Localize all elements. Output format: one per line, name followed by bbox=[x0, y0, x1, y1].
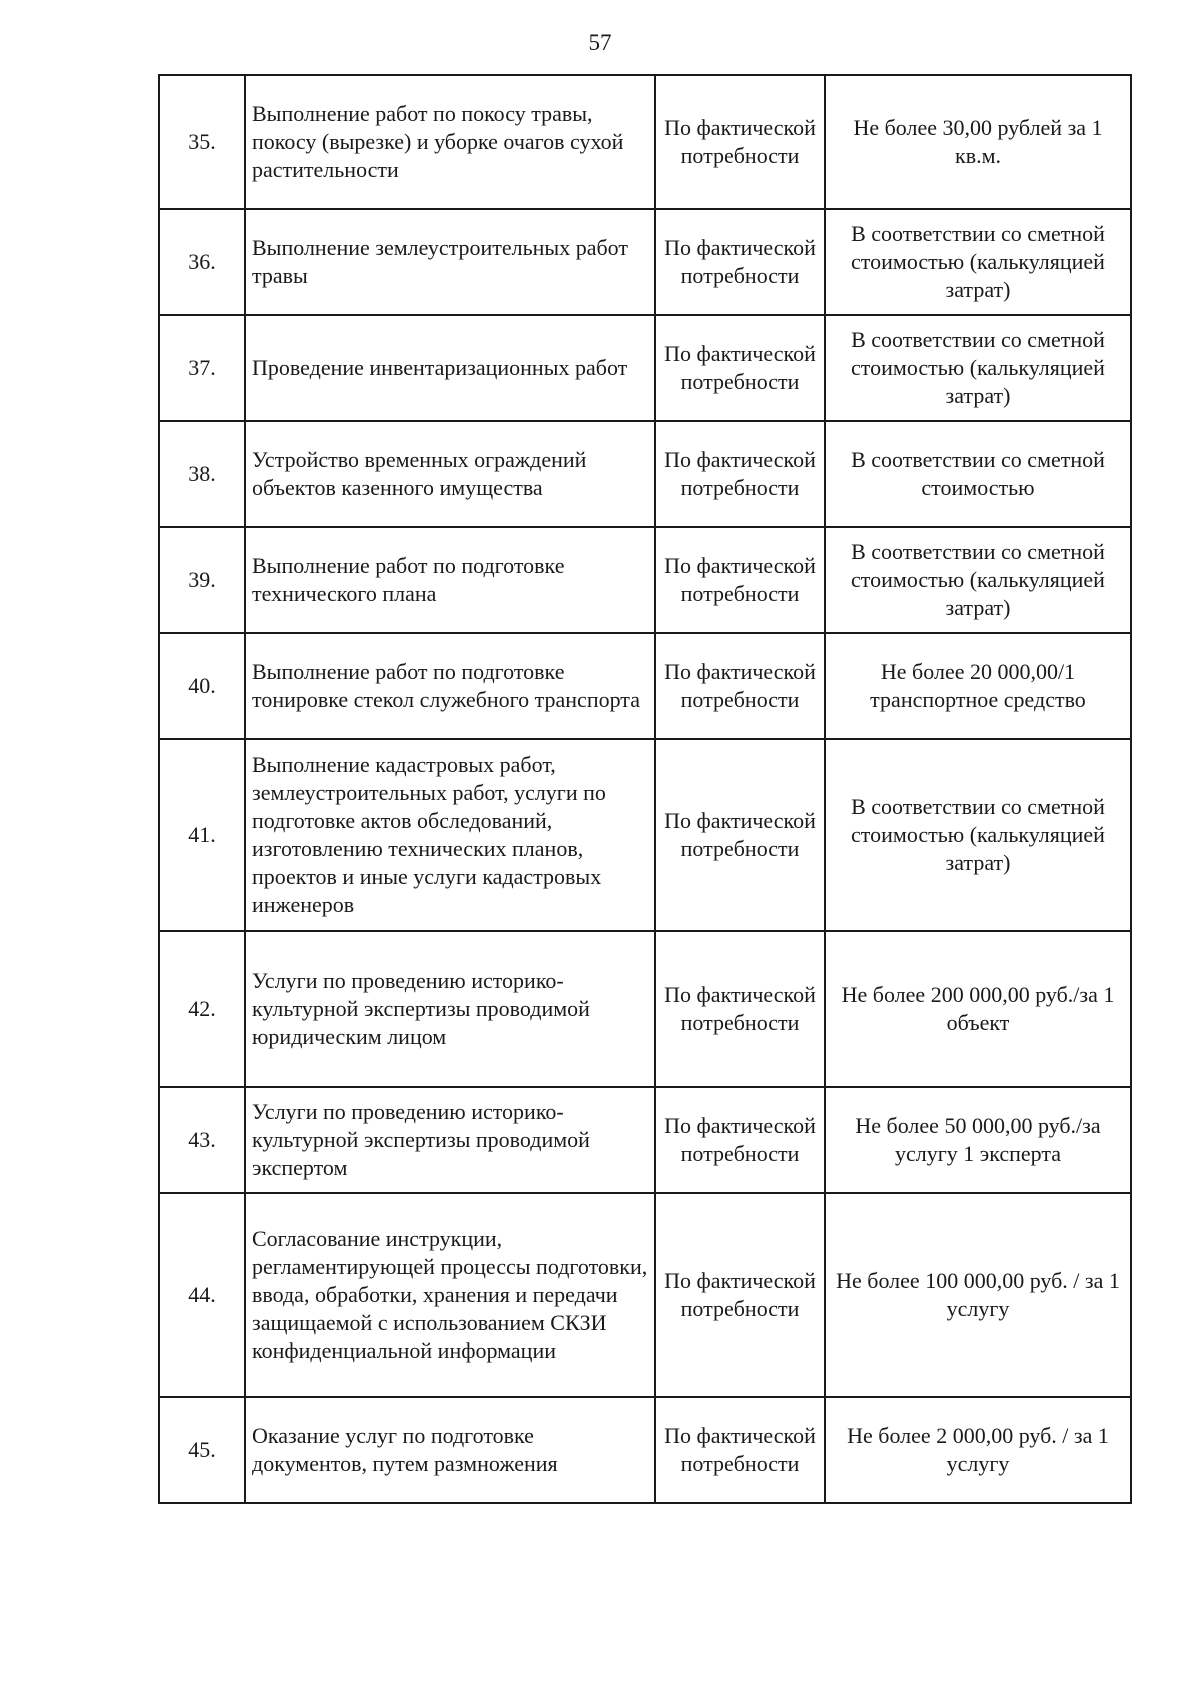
row-number: 37. bbox=[159, 315, 245, 421]
table-row bbox=[159, 739, 1131, 931]
service-name: Выполнение работ по подготовке тонировке стекол служебного транспорта bbox=[245, 633, 655, 739]
price-limit: Не более 2 000,00 руб. / за 1 услугу bbox=[825, 1397, 1131, 1503]
table-row bbox=[159, 1193, 1131, 1397]
table-row bbox=[159, 633, 1131, 739]
table-row bbox=[159, 315, 1131, 421]
row-number: 40. bbox=[159, 633, 245, 739]
service-name: Выполнение землеустроительных работ травы bbox=[245, 209, 655, 315]
row-number: 41. bbox=[159, 739, 245, 931]
service-name: Услуги по проведению историко-культурной экспертизы проводимой экспертом bbox=[245, 1087, 655, 1193]
table-row bbox=[159, 527, 1131, 633]
table-body bbox=[159, 75, 1131, 1503]
price-limit: Не более 100 000,00 руб. / за 1 услугу bbox=[825, 1193, 1131, 1397]
table-row bbox=[159, 1087, 1131, 1193]
table-row bbox=[159, 931, 1131, 1087]
service-name: Выполнение кадастровых работ, землеустроительных работ, услуги по подготовке актов обследований, изготовлению технических планов, проектов и иные услуги кадастровых инженеров bbox=[245, 739, 655, 931]
table-row bbox=[159, 1397, 1131, 1503]
row-number: 42. bbox=[159, 931, 245, 1087]
frequency: По фактической потребности bbox=[655, 421, 825, 527]
price-limit: В соответствии со сметной стоимостью (калькуляцией затрат) bbox=[825, 739, 1131, 931]
price-limit: В соответствии со сметной стоимостью (калькуляцией затрат) bbox=[825, 527, 1131, 633]
service-name: Устройство временных ограждений объектов казенного имущества bbox=[245, 421, 655, 527]
frequency: По фактической потребности bbox=[655, 1397, 825, 1503]
row-number: 35. bbox=[159, 75, 245, 209]
price-limit: В соответствии со сметной стоимостью bbox=[825, 421, 1131, 527]
price-limit: Не более 50 000,00 руб./за услугу 1 эксперта bbox=[825, 1087, 1131, 1193]
price-limit: Не более 20 000,00/1 транспортное средство bbox=[825, 633, 1131, 739]
row-number: 45. bbox=[159, 1397, 245, 1503]
frequency: По фактической потребности bbox=[655, 1193, 825, 1397]
row-number: 39. bbox=[159, 527, 245, 633]
frequency: По фактической потребности bbox=[655, 75, 825, 209]
table-row bbox=[159, 209, 1131, 315]
frequency: По фактической потребности bbox=[655, 209, 825, 315]
frequency: По фактической потребности bbox=[655, 1087, 825, 1193]
row-number: 43. bbox=[159, 1087, 245, 1193]
page-number: 57 bbox=[588, 30, 612, 55]
table-row bbox=[159, 75, 1131, 209]
service-name: Услуги по проведению историко-культурной экспертизы проводимой юридическим лицом bbox=[245, 931, 655, 1087]
frequency: По фактической потребности bbox=[655, 315, 825, 421]
frequency: По фактической потребности bbox=[655, 633, 825, 739]
row-number: 44. bbox=[159, 1193, 245, 1397]
price-limit: В соответствии со сметной стоимостью (калькуляцией затрат) bbox=[825, 209, 1131, 315]
row-number: 36. bbox=[159, 209, 245, 315]
table-row bbox=[159, 421, 1131, 527]
service-name: Выполнение работ по подготовке технического плана bbox=[245, 527, 655, 633]
service-name: Согласование инструкции, регламентирующей процессы подготовки, ввода, обработки, хранения и передачи защищаемой с использованием СКЗИ конфиденциальной информации bbox=[245, 1193, 655, 1397]
service-name: Оказание услуг по подготовке документов, путем размножения bbox=[245, 1397, 655, 1503]
price-limit: Не более 30,00 рублей за 1 кв.м. bbox=[825, 75, 1131, 209]
services-table bbox=[158, 74, 1132, 1504]
service-name: Проведение инвентаризационных работ bbox=[245, 315, 655, 421]
row-number: 38. bbox=[159, 421, 245, 527]
service-name: Выполнение работ по покосу травы, покосу (вырезке) и уборке очагов сухой растительности bbox=[245, 75, 655, 209]
price-limit: В соответствии со сметной стоимостью (калькуляцией затрат) bbox=[825, 315, 1131, 421]
frequency: По фактической потребности bbox=[655, 527, 825, 633]
price-limit: Не более 200 000,00 руб./за 1 объект bbox=[825, 931, 1131, 1087]
frequency: По фактической потребности bbox=[655, 739, 825, 931]
frequency: По фактической потребности bbox=[655, 931, 825, 1087]
